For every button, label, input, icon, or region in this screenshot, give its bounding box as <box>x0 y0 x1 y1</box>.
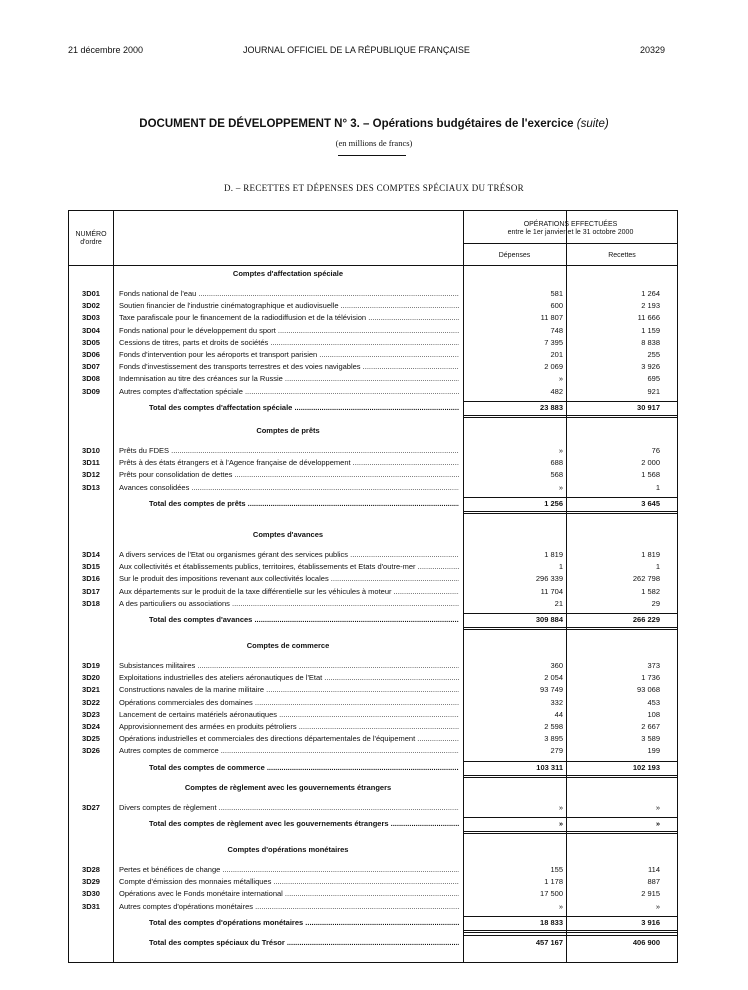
row-code: 3D11 <box>82 458 100 468</box>
journal-title: JOURNAL OFFICIEL DE LA RÉPUBLIQUE FRANÇAISE <box>243 45 470 55</box>
row-code: 3D22 <box>82 697 100 707</box>
group-total-recettes: 266 229 <box>632 615 660 624</box>
total-rule-top <box>463 817 677 818</box>
row-label: Exploitations industrielles des ateliers aéronautiques de l'Etat ..... <box>119 673 459 683</box>
group-total-recettes: 102 193 <box>632 762 660 772</box>
row-code: 3D03 <box>82 313 100 323</box>
row-depenses: 1 819 <box>544 550 563 559</box>
col-header-recettes: Recettes <box>608 252 636 259</box>
group-total-label: Total des comptes de prêts ..... <box>149 499 459 509</box>
grand-total-depenses: 457 167 <box>535 938 563 947</box>
row-depenses: 2 069 <box>544 362 563 372</box>
row-code: 3D14 <box>82 550 100 559</box>
row-recettes: » <box>655 803 660 812</box>
row-recettes: 1 <box>655 482 660 492</box>
row-label: Fonds national de l'eau ..... <box>119 289 459 299</box>
row-label: Opérations commerciales des domaines ..... <box>119 698 459 708</box>
total-rule-bottom-double <box>463 833 677 834</box>
row-label: Fonds d'investissement des transports terrestres et des voies navigables ..... <box>119 362 459 372</box>
row-depenses: » <box>558 901 563 911</box>
col-header-numero: NUMÉRO d'ordre <box>75 231 107 246</box>
group-title: Comptes d'opérations monétaires <box>227 845 349 854</box>
total-rule-bottom <box>463 627 677 628</box>
total-rule-top <box>463 916 677 917</box>
row-depenses: 296 339 <box>535 574 563 584</box>
row-recettes: 373 <box>647 661 660 670</box>
row-recettes: 114 <box>648 865 660 874</box>
row-code: 3D25 <box>82 734 100 744</box>
row-code: 3D27 <box>82 803 100 812</box>
row-depenses: » <box>558 374 563 384</box>
document-title <box>0 118 748 130</box>
row-depenses: 93 749 <box>540 685 563 695</box>
row-depenses: 2 054 <box>544 673 563 683</box>
row-code: 3D01 <box>82 289 100 298</box>
row-depenses: » <box>558 446 563 455</box>
row-recettes: 255 <box>647 350 660 359</box>
group-total-label: Total des comptes de commerce ..... <box>149 763 459 773</box>
row-recettes: 1 <box>655 562 660 572</box>
total-rule-top <box>463 401 677 402</box>
row-code: 3D17 <box>82 586 100 596</box>
row-code: 3D19 <box>82 661 100 670</box>
row-label: Avances consolidées ..... <box>119 483 459 493</box>
row-depenses: 11 807 <box>540 313 563 323</box>
row-depenses: 332 <box>550 697 563 707</box>
group-title: Comptes de prêts <box>256 426 320 435</box>
total-rule-bottom-double <box>463 932 677 933</box>
total-rule-bottom <box>463 415 677 416</box>
row-recettes: 453 <box>647 697 660 707</box>
row-recettes: 2 915 <box>641 889 660 899</box>
section-title: D. – RECETTES ET DÉPENSES DES COMPTES SPÉCIAUX DU TRÉSOR <box>223 183 524 193</box>
row-code: 3D24 <box>82 722 100 731</box>
row-depenses: » <box>558 803 563 812</box>
grand-total-rule <box>463 935 677 936</box>
group-total-recettes: 30 917 <box>637 402 660 412</box>
row-label: Pertes et bénéfices de change ..... <box>119 865 459 875</box>
group-title: Comptes d'avances <box>252 530 324 539</box>
row-label: A divers services de l'Etat ou organismes gérant des services publics ..... <box>119 550 459 560</box>
row-recettes: 262 798 <box>632 574 660 584</box>
row-label: Opérations avec le Fonds monétaire international ..... <box>119 889 459 899</box>
row-recettes: 695 <box>647 374 660 384</box>
group-total-recettes: » <box>655 819 660 829</box>
document-title-text: DOCUMENT DE DÉVELOPPEMENT N° 3. – Opérations budgétaires de l'exercice <box>139 118 574 130</box>
total-rule-bottom-double <box>463 629 677 630</box>
total-rule-top <box>463 497 677 498</box>
row-code: 3D05 <box>82 337 100 347</box>
total-rule-top <box>463 613 677 614</box>
group-total-recettes: 3 916 <box>641 917 660 927</box>
group-total-depenses: 1 256 <box>544 498 563 508</box>
row-code: 3D04 <box>82 325 100 335</box>
row-code: 3D09 <box>82 386 100 396</box>
row-recettes: 2 193 <box>641 301 660 311</box>
row-depenses: 279 <box>550 746 563 756</box>
col-divider-label <box>463 211 464 962</box>
row-label: Lancement de certains matériels aéronautiques ..... <box>119 710 459 720</box>
row-code: 3D31 <box>82 901 100 911</box>
total-rule-bottom <box>463 930 677 931</box>
row-depenses: 600 <box>550 301 563 311</box>
row-recettes: » <box>655 901 660 911</box>
row-label: Fonds d'intervention pour les aéroports et transport parisien ..... <box>119 350 459 360</box>
row-code: 3D15 <box>82 562 100 572</box>
row-code: 3D16 <box>82 574 100 584</box>
row-depenses: 360 <box>550 661 563 670</box>
row-recettes: 76 <box>651 446 660 455</box>
grand-total-recettes: 406 900 <box>632 938 660 947</box>
group-total-label: Total des comptes d'affectation spéciale ..... <box>149 403 459 413</box>
row-code: 3D10 <box>82 446 100 455</box>
row-recettes: 11 666 <box>637 313 660 323</box>
row-label: Indemnisation au titre des créances sur la Russie ..... <box>119 374 459 384</box>
col-header-operations: OPÉRATIONS EFFECTUÉES <box>523 221 618 228</box>
row-recettes: 8 838 <box>641 337 660 347</box>
row-code: 3D26 <box>82 746 100 756</box>
row-depenses: 581 <box>550 289 563 298</box>
row-depenses: 201 <box>550 350 563 359</box>
total-rule-bottom-double <box>463 417 677 418</box>
group-total-depenses: 103 311 <box>536 762 563 772</box>
row-depenses: 2 598 <box>544 722 563 731</box>
page-date: 21 décembre 2000 <box>68 45 144 55</box>
document-title-suffix: (suite) <box>576 118 609 130</box>
row-label: Fonds national pour le développement du sport ..... <box>119 326 459 336</box>
row-label: Prêts pour consolidation de dettes ..... <box>119 470 459 480</box>
row-depenses: 3 895 <box>544 734 563 744</box>
group-total-label: Total des comptes d'avances ..... <box>149 615 459 625</box>
header-rule-inner <box>463 243 677 244</box>
row-recettes: 2 000 <box>641 458 660 468</box>
row-depenses: 44 <box>554 709 563 719</box>
row-depenses: 17 500 <box>540 889 563 899</box>
row-label: Autres comptes d'affectation spéciale ..... <box>119 387 459 397</box>
row-recettes: 93 068 <box>637 685 660 695</box>
row-recettes: 1 159 <box>641 325 660 335</box>
row-code: 3D02 <box>82 301 100 311</box>
row-recettes: 108 <box>647 709 660 719</box>
group-total-depenses: » <box>558 819 563 829</box>
row-depenses: 155 <box>550 865 563 874</box>
group-total-depenses: 18 833 <box>540 917 563 927</box>
row-label: Aux collectivités et établissements publics, territoires, établissements et Etats d'outre-mer ..... <box>119 562 459 572</box>
row-code: 3D07 <box>82 362 100 372</box>
row-recettes: 1 582 <box>641 586 660 596</box>
row-depenses: 748 <box>550 325 563 335</box>
header-rule-bottom <box>69 265 677 266</box>
col-header-operations-sub: entre le 1er janvier et le 31 octobre 2000 <box>507 229 634 236</box>
row-code: 3D20 <box>82 673 100 683</box>
total-rule-bottom-double <box>463 513 677 514</box>
row-code: 3D21 <box>82 685 100 695</box>
row-label: Subsistances militaires ..... <box>119 661 459 671</box>
row-depenses: 21 <box>554 598 563 608</box>
row-depenses: 11 704 <box>540 586 563 596</box>
row-label: Cessions de titres, parts et droits de sociétés ..... <box>119 338 459 348</box>
row-label: Autres comptes d'opérations monétaires ..... <box>119 902 459 912</box>
row-depenses: 482 <box>550 386 563 396</box>
row-code: 3D28 <box>82 865 100 874</box>
row-depenses: 1 <box>558 562 563 572</box>
row-depenses: 7 395 <box>544 337 563 347</box>
total-rule-bottom <box>463 775 677 776</box>
row-recettes: 1 736 <box>641 673 660 683</box>
row-label: Soutien financier de l'industrie cinématographique et audiovisuelle ..... <box>119 301 459 311</box>
group-title: Comptes d'affectation spéciale <box>232 269 344 278</box>
row-code: 3D08 <box>82 374 100 384</box>
row-recettes: 921 <box>647 386 660 396</box>
row-recettes: 3 589 <box>641 734 660 744</box>
group-total-label: Total des comptes de règlement avec les gouvernements étrangers ..... <box>149 819 459 829</box>
row-recettes: 1 819 <box>641 550 660 559</box>
total-rule-bottom <box>463 831 677 832</box>
row-label: Autres comptes de commerce ..... <box>119 746 459 756</box>
row-recettes: 29 <box>651 598 660 608</box>
row-code: 3D06 <box>82 350 100 359</box>
row-label: Compte d'émission des monnaies métalliques ..... <box>119 877 459 887</box>
row-depenses: 688 <box>550 458 563 468</box>
total-rule-top <box>463 761 677 762</box>
row-code: 3D13 <box>82 482 100 492</box>
row-recettes: 199 <box>647 746 660 756</box>
group-title: Comptes de règlement avec les gouvernements étrangers <box>184 783 392 792</box>
row-label: Sur le produit des impositions revenant aux collectivités locales ..... <box>119 574 459 584</box>
row-label: Taxe parafiscale pour le financement de la radiodiffusion et de la télévision ..... <box>119 313 459 323</box>
row-depenses: 568 <box>550 470 563 480</box>
row-label: Opérations industrielles et commerciales des directions départementales de l'équipement ..... <box>119 734 459 744</box>
row-label: Approvisionnement des armées en produits pétroliers ..... <box>119 722 459 732</box>
row-label: A des particuliers ou associations ..... <box>119 599 459 609</box>
grand-total-label: Total des comptes spéciaux du Trésor ..... <box>149 938 459 948</box>
row-recettes: 887 <box>647 877 660 887</box>
row-recettes: 1 264 <box>641 289 660 298</box>
row-label: Constructions navales de la marine militaire ..... <box>119 685 459 695</box>
group-total-label: Total des comptes d'opérations monétaires ..... <box>149 918 459 928</box>
group-total-recettes: 3 645 <box>641 498 660 508</box>
group-total-depenses: 23 883 <box>540 402 563 412</box>
page-number: 20329 <box>640 45 666 55</box>
row-code: 3D30 <box>82 889 100 899</box>
row-recettes: 2 667 <box>641 722 660 731</box>
row-label: Aux départements sur le produit de la taxe différentielle sur les véhicules à moteur ..... <box>119 587 459 597</box>
row-depenses: » <box>558 482 563 492</box>
group-total-depenses: 309 884 <box>535 615 563 624</box>
row-recettes: 3 926 <box>641 362 660 372</box>
budget-table <box>68 210 678 963</box>
row-label: Prêts à des états étrangers et à l'Agence française de développement ..... <box>119 458 459 468</box>
row-code: 3D12 <box>82 470 100 480</box>
row-code: 3D29 <box>82 877 100 887</box>
document-subtitle: (en millions de francs) <box>335 138 413 148</box>
row-depenses: 1 178 <box>544 877 563 887</box>
row-label: Prêts du FDES ..... <box>119 446 459 456</box>
col-divider-dep <box>566 211 567 962</box>
total-rule-bottom-double <box>463 777 677 778</box>
row-recettes: 1 568 <box>641 470 660 480</box>
title-rule <box>338 155 406 156</box>
row-code: 3D18 <box>82 598 100 608</box>
row-code: 3D23 <box>82 709 100 719</box>
group-title: Comptes de commerce <box>246 641 330 650</box>
col-header-depenses: Dépenses <box>498 252 531 259</box>
row-label: Divers comptes de règlement ..... <box>119 803 459 813</box>
total-rule-bottom <box>463 511 677 512</box>
